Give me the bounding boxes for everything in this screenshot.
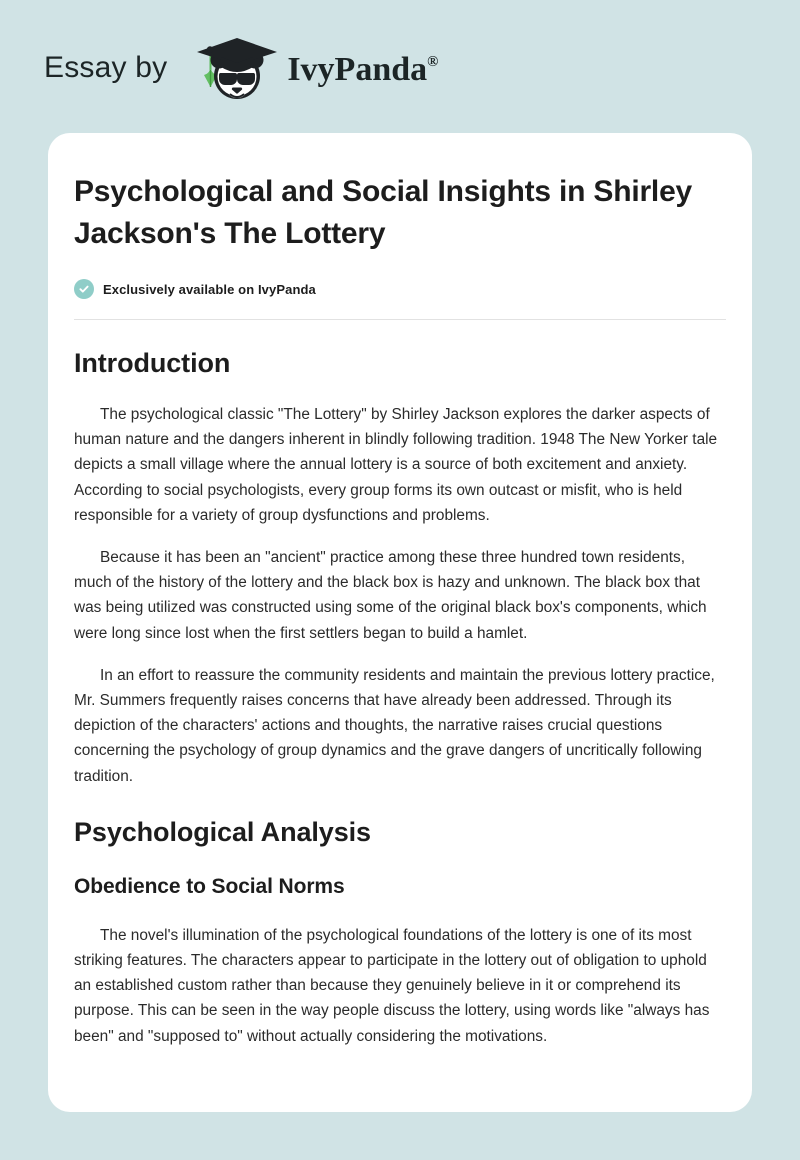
exclusive-availability-badge [74,279,726,299]
paragraph: The novel's illumination of the psychological foundations of the lottery is one of its most striking features. The characters appear to participate in the lottery out of obligation to uphold an established custom rather than because they genuinely believe in it or comprehend its purpose. This can be seen in the way people discuss the lottery, using words like "always has been" and "supposed to" without actually considering the motivations. [74,926,710,1045]
registered-trademark-mark: ® [427,53,439,70]
essay-card-content [74,133,726,1049]
panda-graduate-logo-icon [189,32,285,104]
page-title: Psychological and Social Insights in Shirley Jackson's The Lottery [74,175,693,250]
header-divider [74,319,726,320]
section-heading-introduction: Introduction [74,348,231,378]
ivypanda-wordmark-text: IvyPanda [287,51,428,88]
paragraph: In an effort to reassure the community residents and maintain the previous lottery practice, Mr. Summers frequently raises concerns that have already been addressed. Through its depiction of the characters' actions and thoughts, the narrative raises crucial questions concerning the psychology of group dynamics and the grave dangers of uncritically following tradition. [74,666,715,785]
paragraph: The psychological classic "The Lottery" by Shirley Jackson explores the darker aspects of human nature and the dangers inherent in blindly following tradition. 1948 The New Yorker tale depicts a small village where the annual lottery is a source of both excitement and anxiety. According to social psychologists, every group forms its own outcast or misfit, who is held responsible for a variety of group dysfunctions and problems. [74,406,718,524]
section-heading-obedience-to-social-norms: Obedience to Social Norms [74,874,345,898]
essay-card [48,133,752,1112]
section-heading-psychological-analysis: Psychological Analysis [74,816,371,847]
ivypanda-wordmark [287,53,438,87]
brand-header [44,32,438,104]
essay-by-label: Essay by [44,51,168,84]
paragraph: Because it has been an "ancient" practice among these three hundred town residents, much of the history of the lottery and the black box is hazy and unknown. The black box that was being utilized was constructed using some of the original black box's components, which were long since lost when the first settlers began to build a hamlet. [74,549,707,642]
check-circle-icon [74,279,94,299]
exclusive-availability-label: Exclusively available on IvyPanda [103,281,316,297]
